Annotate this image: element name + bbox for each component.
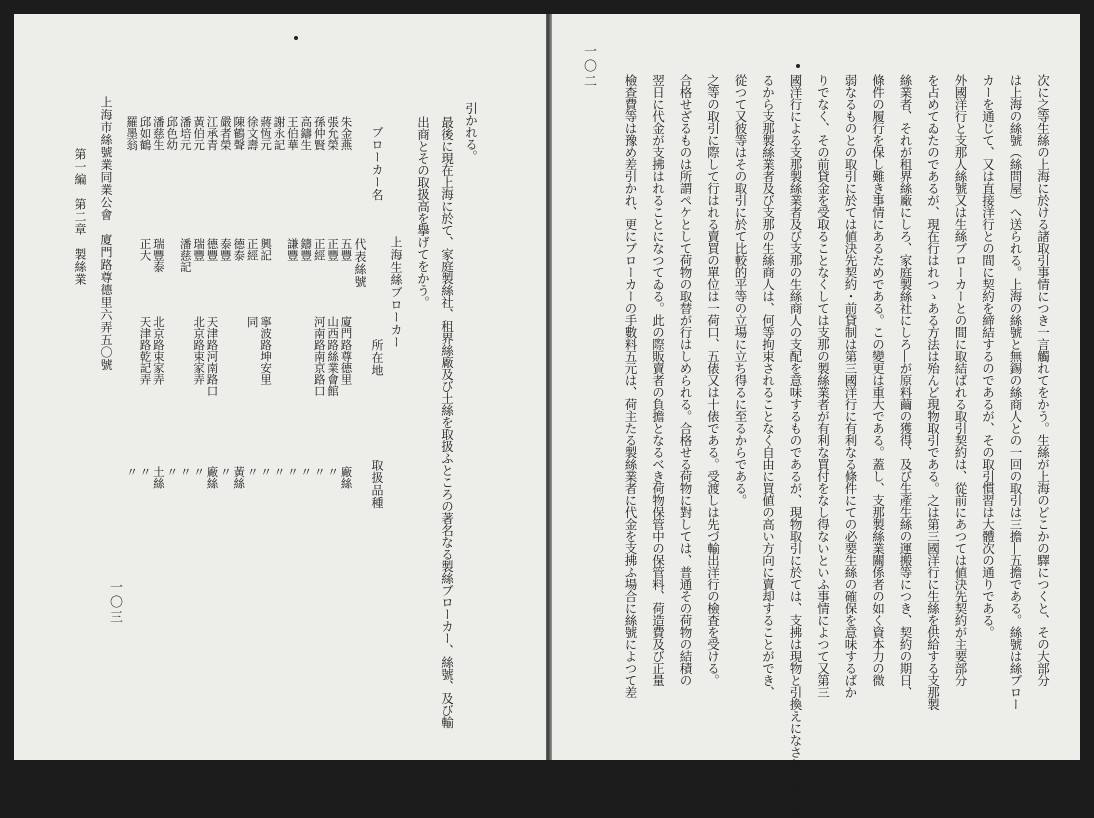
table-cell-name: 江承青 xyxy=(205,116,220,151)
text-line: るから支那製絲業者及び支那の生絲商人は、何等拘束されることなく自由に買値の高い方向に賣却することができ、 xyxy=(760,74,776,698)
table-title: 上海生絲ブローカー xyxy=(389,236,403,349)
table-cell-goods: 〃 xyxy=(299,466,314,478)
table-cell-goods: 廠絲 xyxy=(205,466,220,489)
table-cell-name: 邱如鶴 xyxy=(138,116,153,151)
text-line: 合格せざるものは所謂ペケとして荷物の取替が行はしめられる。合格せる荷物に對しては、普通その荷物の結積の xyxy=(678,74,693,686)
table-cell-goods: 廠絲 xyxy=(339,466,354,489)
table-cell-name: 孫仲賢 xyxy=(312,116,327,151)
text-line: 國洋行による支那製絲業者及び支那の生絲商人の支配を意味するものであるが、現物取引に於ては、支拂は現物と引換えになされるのであ xyxy=(788,74,803,818)
table-cell-rep: 正經 xyxy=(245,238,260,261)
source-note: 上海市絲號業同業公會 廈門路尊德里六弄五〇號 xyxy=(99,96,113,371)
table-cell-name: 潘培元 xyxy=(178,116,193,151)
text-line: 外國洋行と支那人絲號又は生絲ブローカーとの間に取結ばれる取引契約は、從前にあつては値決先契約が主要部分 xyxy=(953,74,968,686)
text-line: 引かれる。 xyxy=(463,102,479,162)
table-cell-name: 邱色幼 xyxy=(165,116,180,151)
table-cell-goods: 〃 xyxy=(285,466,300,478)
text-line: 之等の取引に際して行はれる賣買の單位は一荷口、五俵又は十俵である。受渡しは先づ輸出洋行の檢査を受ける。 xyxy=(705,74,721,686)
table-cell-rep: 德豐 xyxy=(205,238,220,261)
text-line: カーを通じて、又は直接洋行との間に契約を締結するのであるが、その取引慣習は大體次の通りである。 xyxy=(980,74,996,638)
table-cell-goods: 〃 xyxy=(192,466,207,478)
text-line: は上海の絲號（絲問屋）へ送られる。上海の絲號と無錫の絲商人との一回の取引は三擔―五擔である。絲號は絲ブロー xyxy=(1008,74,1023,710)
table-cell-name: 高鑄生 xyxy=(299,116,314,151)
table-cell-address: 天津路乾記弄 xyxy=(138,316,153,385)
table-cell-name: 徐文壽 xyxy=(245,116,260,151)
ink-mark xyxy=(294,36,298,40)
text-line: りでなく、その前貸金を受取ることなくしては支那の製絲業者が有利な買付をなし得ないといふ事情によつて又第三 xyxy=(815,74,831,698)
table-cell-rep: 五豐 xyxy=(339,238,354,261)
table-cell-address: 同 xyxy=(245,316,260,328)
table-cell-rep: 泰豐 xyxy=(218,238,233,261)
table-cell-rep: 正大 xyxy=(138,238,153,261)
table-cell-name: 朱金燕 xyxy=(339,116,354,151)
section-heading: 第一編 第二章 製絲業 xyxy=(73,148,87,286)
table-cell-rep: 謙豐 xyxy=(285,238,300,261)
table-cell-name: 王伯華 xyxy=(285,116,300,151)
table-cell-goods: 〃 xyxy=(138,466,153,478)
table-cell-goods: 〃 xyxy=(272,466,287,478)
header-goods: 取扱品種 xyxy=(370,459,384,509)
header-name: ブローカー名 xyxy=(370,126,384,201)
table-cell-goods: 土絲 xyxy=(151,466,166,489)
table-cell-goods: 黃絲 xyxy=(232,466,247,489)
table-cell-rep: 興記 xyxy=(259,238,274,261)
table-cell-goods: 〃 xyxy=(218,466,233,478)
text-line: 從つて又彼等はその取引に於て比較的平等の立場に立ち得るに至るからである。 xyxy=(733,74,748,506)
text-line: 檢查費等は豫め差引かれ、更にブローカーの手數料五元は、荷主たる製絲業者に代金を支拂ふ場合に絲號によつて差 xyxy=(623,74,638,698)
table-cell-name: 潘慈生 xyxy=(151,116,166,151)
text-line: を占めてゐたのであるが、現在行はれつゝある方法は殆んど現物取引である。之は第三國洋行に生絲を供給する支那製 xyxy=(925,74,941,710)
table-cell-goods: 〃 xyxy=(165,466,180,478)
table-cell-rep: 鑄豐 xyxy=(299,238,314,261)
text-line: 次に之等生絲の上海に於ける諸取引事情につき一言觸れてをかう。生絲が上海のどこかの驛につくと、その大部分 xyxy=(1035,74,1051,686)
page-number: 一〇二 xyxy=(581,44,596,89)
text-line: 弱なるものとの取引に於ては値決先契約・前貸制は第三國洋行に有利なる條件にての必要生絲の確保を意味するばか xyxy=(843,74,858,698)
table-cell-rep: 瑞豐 xyxy=(192,238,207,261)
table-cell-name: 謝永記 xyxy=(272,116,287,151)
table-cell-name: 蔣恆元 xyxy=(259,116,274,151)
table-cell-goods: 〃 xyxy=(326,466,341,478)
table-cell-rep: 瑞豐泰 xyxy=(151,238,166,273)
table-cell-address: 天津路河南路口 xyxy=(205,316,220,397)
left-page xyxy=(14,14,546,760)
table-cell-address: 寧波路坤安里 xyxy=(259,316,274,385)
header-address: 所在地 xyxy=(370,339,384,377)
table-cell-address: 山西路絲業會館 xyxy=(326,316,341,397)
text-line: 絲業者、それが租界絲廠にしろ、家庭製絲社にしろ―が原料繭の獲得、及び生產生絲の運搬等につき、契約の期日、 xyxy=(898,74,913,698)
right-page xyxy=(548,14,1080,818)
table-cell-goods: 〃 xyxy=(259,466,274,478)
text-line: 最後に現在上海に於て、家庭製絲社、租界絲廠及び土絲を取扱ふところの著名なる製絲ブローカー、絲號、及び輸 xyxy=(439,116,455,728)
table-cell-name: 嚴者榮 xyxy=(218,116,233,151)
table-cell-name: 陳鶴聲 xyxy=(232,116,247,151)
table-cell-address: 河南路南京路口 xyxy=(312,316,327,397)
table-cell-name: 羅墨翁 xyxy=(125,116,140,151)
table-cell-goods: 〃 xyxy=(245,466,260,478)
page-number: 一〇三 xyxy=(107,580,122,625)
table-cell-name: 張允榮 xyxy=(326,116,341,151)
table-cell-rep: 正豐 xyxy=(326,238,341,261)
table-cell-name: 黃伯元 xyxy=(192,116,207,151)
header-rep: 代表絲號 xyxy=(353,238,367,288)
table-cell-goods: 〃 xyxy=(125,466,140,478)
text-line: 翌日に代金が支拂はれることになつてゐる。此の際販賣者の負擔となるべき荷物保管中の保管料、荷造費及び正量 xyxy=(650,74,666,686)
table-cell-rep: 德泰 xyxy=(232,238,247,261)
text-line: 出商とその取扱高を擧げてをかう。 xyxy=(415,116,431,308)
table-cell-goods: 〃 xyxy=(312,466,327,478)
ink-mark xyxy=(796,64,800,68)
table-cell-address: 北京路束家弄 xyxy=(151,316,166,385)
table-cell-address: 北京路束家弄 xyxy=(192,316,207,385)
text-line: 條件の履行を保し難き事情にあるためである。この變更は重大である。蓋し、支那製絲業關係者の如く資本力の微 xyxy=(870,74,886,686)
table-cell-goods: 〃 xyxy=(178,466,193,478)
table-cell-address: 廈門路尊德里 xyxy=(339,316,354,385)
table-cell-rep: 潘慈記 xyxy=(178,238,193,273)
table-cell-rep: 正經 xyxy=(312,238,327,261)
